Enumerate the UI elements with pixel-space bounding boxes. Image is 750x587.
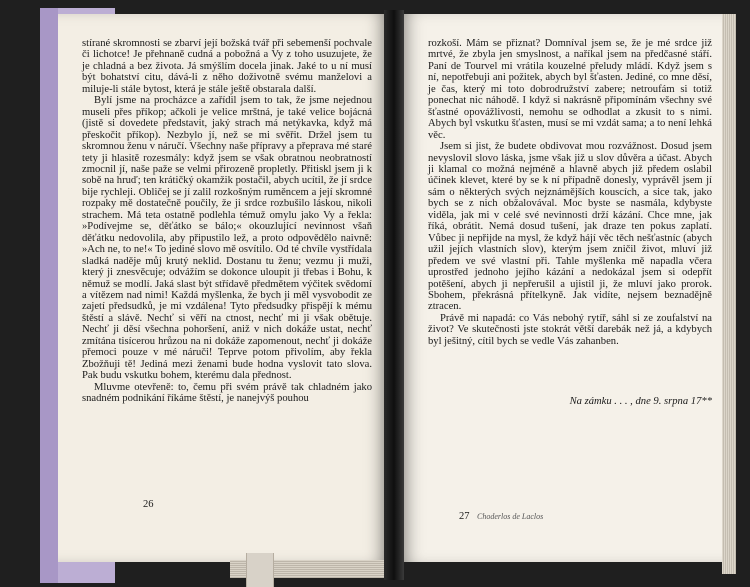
paragraph: Právě mi napadá: co Vás nebohý rytíř, sáhl si ze zoufalství na život? Ve skutečnosti jste stokrát větší darebák než já, a kdybych byl ješitný, cítil bych se vedle Vás zahanben. [428, 312, 712, 347]
page-number: 26 [143, 499, 154, 510]
paragraph: Bylí jsme na procházce a zařídil jsem to tak, že jsme nejednou museli přes příkop; ačkoli je velice mrštná, je také velice bojácná (jistě si dovedete představit, jaký strach má netýkavka, když má přeskočit příkop). Nezbylo jí, než se mi svěřit. Držel jsem tu skromnou ženu v náručí. Všechny naše přípravy a přeprava mé staré tety ji hlasitě rozesmály: když jsem se však obratnou neobratností zmocnil jí, naše paže se velmi přirozeně propletly. Přitiskl jsem ji k sobě na hruď; ten krátičký okamžik postačil, abych ucítil, že jí srdce bije rychleji. Obličej se jí zalil rozkošným ruměncem a její skromné rozpaky mě dostatečně poučily, že ji srdce rozbušilo láskou, nikoli strachem. Má teta ostatně podlehla témuž omylu jako Vy a řekla: »Podívejme se, děťátko se bálo;« okouzlující nevinnost všaň děťátku nedovolila, aby připustilo lež, a proto odpovědělo naivně: »Ach ne, to ne!« To jediné slovo mě osvítilo. Od té chvíle vystřídala sladká naděje můj krutý neklid. Dostanu tu ženu; vezmu ji muži, který ji znesvěcuje; odvážím se dokonce uloupit ji třebas i Bohu, k němuž se modlí. Jaká slast být střídavě předmětem výčitek svědomí a vítězem nad nimi! Každá myšlenka, že bych ji měl vysvobodit ze zajetí předsudků, je mi vzdálena! Tyto předsudky přispějí k mému štěstí a slávě. Nechť si věří na ctnost, nechť mi ji však obětuje. Nechť ji děsí všechna pohoršení, aniž v nich dokáže ustat, nechť zmítána tisícerou hrůzou na ni dokáže zapomenout, nechť ji dokáže přemoci pouze v mé náruči! Teprve potom přivolím, aby řekla Zbožňuji tě! Jediná mezi ženami bude hodna vyslovit tato slova. Pak budu vskutku bohem, kterému dala přednost. [82, 95, 372, 382]
bookmark-ribbon [246, 553, 274, 587]
letter-signature: Na zámku . . . , dne 9. srpna 17** [569, 396, 712, 407]
right-page-text [428, 38, 712, 347]
book-gutter [384, 10, 404, 580]
book-cover-spine-edge [40, 8, 58, 583]
paragraph: Jsem si jist, že budete obdivovat mou rozvážnost. Dosud jsem nevyslovil slovo láska, jsme však již u slov důvěra a účast. Abych ji klamal co možná nejméně a hlavně abych již předem oslabil účinek klevet, které by se k ní případně donesly, vyprávěl jsem jí sám o některých svých nejznámějších kouscích, a sice tak, jako bych se z nich obžalovával. Moc byste se nasmála, kdybyste viděla, jak mi v celé své nevinnosti drží kázání. Chce mne, jak říká, obrátit. Nemá dosud tušení, jak draze ten pokus zaplatí. Vůbec ji nepřijde na mysl, že když hájí věc těch nešťastníc (abych užil jejích vlastních slov), kterým jsem zničil život, mluví již předem ve své vlastní při. Tahle myšlenka mě napadla včera uprostřed jednoho jejího kázání a nedokázal jsem si odepřít potěšení, abych ji nepřerušil a ujistil ji, že mluví jako prorok. Sbohem, překrásná přítelkyně. Jak vidíte, nejsem beznadějně ztracen. [428, 141, 712, 313]
paragraph: Mluvme otevřeně: to, čemu při svém právě tak chladném jako snadném podnikání říkáme štěstí, je nanejvýš pouhou [82, 381, 372, 405]
left-page-text [82, 38, 372, 405]
paragraph: stírané skromnosti se zbarví její božská tvář při sebemenší pochvale či lichotce! Je přehnaně cudná a pobožná a Vy z toho usuzujete, že je chladná a bez života. Já smýšlím docela jinak. Jaké to u ní musí být bohatství citu, dává-li z něho doživotně svému manželovi a miluje-li stále bytost, která je stále ještě obstarala další. [82, 38, 372, 95]
paragraph: rozkoší. Mám se přiznat? Domníval jsem se, že je mé srdce již mrtvé, že zbyla jen smyslnost, a naříkal jsem na předčasné stáří. Paní de Tourvel mi vrátila kouzelné přeludy mládí. Když jsem s ní, nepotřebuji ani požitek, abych byl šťasten. Jediné, co mne děsí, je čas, který mi toto dobrodružství zabere; netroufám si totiž ponechat nic náhodě. I když si nakrásně připomínám všechny své šťastné opovážlivosti, nemohu se odhodlat a zkusit to s nimi. Abych byl vskutku šťasten, musí se mi vzdát sama; a to není lehká věc. [428, 38, 712, 141]
right-page-block-edge [722, 14, 736, 574]
page-number: 27 [459, 511, 470, 522]
running-footer: Choderlos de Laclos [477, 512, 544, 521]
